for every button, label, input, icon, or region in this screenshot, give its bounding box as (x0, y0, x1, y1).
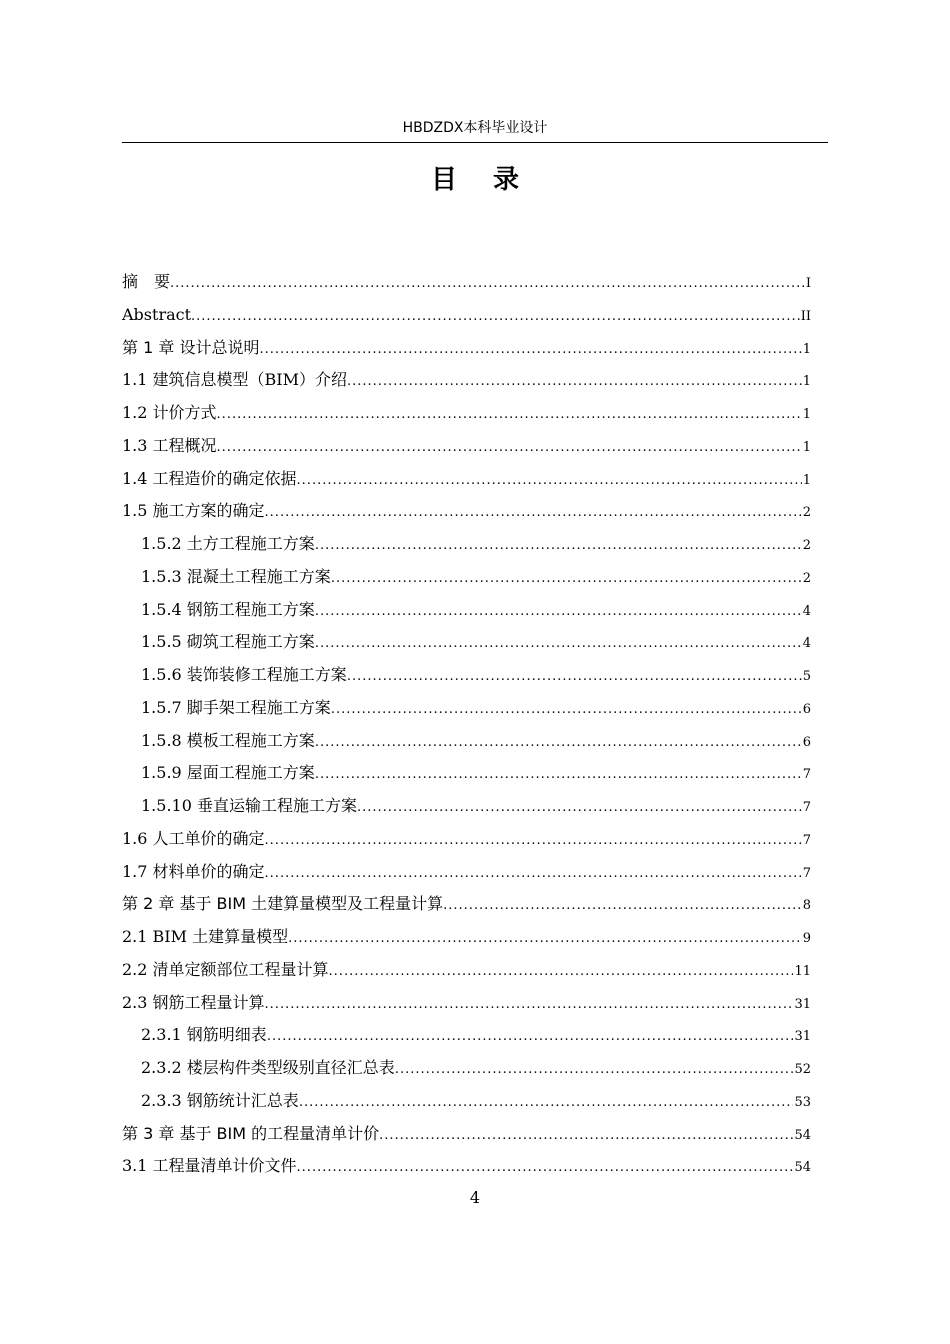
toc-entry[interactable] (122, 594, 811, 627)
toc-dot-leader (379, 1120, 793, 1153)
toc-entry[interactable] (122, 888, 811, 921)
toc-dot-leader (288, 923, 802, 956)
toc-entry-page: 54 (794, 1160, 811, 1176)
toc-entry-page: 11 (794, 963, 811, 979)
toc-entry[interactable] (122, 495, 811, 528)
toc-entry-page: 1 (802, 439, 811, 455)
toc-entry[interactable] (122, 954, 811, 987)
toc-entry[interactable] (122, 757, 811, 790)
toc-entry-label: 1.6 人工单价的确定 (122, 828, 265, 848)
header-text: HBDZDX本科毕业设计 (402, 120, 548, 136)
toc-entry[interactable] (122, 823, 811, 856)
toc-entry[interactable] (122, 692, 811, 725)
toc-entry[interactable] (122, 1150, 811, 1183)
toc-entry-label: 1.2 计价方式 (122, 403, 217, 422)
toc-entry-label: Abstract (122, 304, 192, 324)
toc-entry-label: 1.7 材料单价的确定 (122, 861, 265, 881)
toc-entry-page: II (800, 308, 811, 324)
toc-entry-label: 1.5.4 钢筋工程施工方案 (141, 599, 315, 619)
toc-entry-label: 1.3 工程概况 (122, 435, 217, 455)
toc-entry[interactable] (122, 626, 811, 659)
toc-dot-leader (315, 727, 802, 760)
toc-entry-label: 1.4 工程造价的确定依据 (122, 468, 297, 488)
toc-dot-leader (297, 465, 802, 498)
toc-entry-label: 1.5 施工方案的确定 (122, 501, 265, 521)
toc-entry-page: 9 (802, 931, 811, 946)
toc-dot-leader (395, 1054, 794, 1087)
toc-entry-label: 2.3.2 楼层构件类型级别直径汇总表 (141, 1058, 395, 1077)
toc-entry[interactable] (122, 463, 811, 496)
toc-entry[interactable] (122, 790, 811, 823)
toc-entry-page: 2 (802, 570, 811, 586)
toc-entry-label: 1.5.3 混凝土工程施工方案 (141, 566, 331, 586)
toc-dot-leader (347, 366, 802, 399)
toc-entry-page: 5 (802, 669, 811, 684)
toc-dot-leader (329, 956, 794, 989)
toc-entry-label: 第 1 章 设计总说明 (122, 337, 260, 357)
toc-dot-leader (357, 792, 802, 825)
toc-entry-label: 第 2 章 基于 BIM 土建算量模型及工程量计算 (122, 894, 444, 914)
toc-entry-page: 2 (802, 538, 811, 553)
toc-entry[interactable] (122, 299, 811, 332)
toc-entry-label: 2.3.1 钢筋明细表 (141, 1025, 267, 1045)
toc-dot-leader (315, 628, 802, 661)
toc-dot-leader (267, 1021, 794, 1054)
toc-dot-leader (265, 825, 802, 858)
toc-entry[interactable] (122, 1085, 811, 1118)
toc-entry-page: 7 (802, 800, 811, 815)
toc-entry-page: 7 (802, 767, 811, 783)
toc-dot-leader (265, 497, 802, 530)
toc-entry[interactable] (122, 987, 811, 1020)
toc-entry-page: 6 (802, 734, 811, 750)
toc-entry-label: 1.5.9 屋面工程施工方案 (141, 763, 315, 783)
toc-entry-page: 52 (794, 1062, 811, 1077)
toc-entry-page: I (805, 276, 811, 291)
toc-dot-leader (315, 759, 802, 792)
toc-entry-page: 1 (802, 472, 811, 488)
toc-entry-page: 54 (794, 1127, 811, 1143)
toc-entry[interactable] (122, 266, 811, 299)
toc-entry-label: 1.5.2 土方工程施工方案 (141, 534, 315, 553)
toc-entry[interactable] (122, 561, 811, 594)
toc-entry[interactable] (122, 430, 811, 463)
toc-dot-leader (217, 432, 802, 465)
toc-dot-leader (443, 890, 802, 923)
toc-dot-leader (347, 661, 802, 694)
toc-entry[interactable] (122, 725, 811, 758)
toc-dot-leader (191, 301, 800, 334)
toc-entry-label: 1.5.8 模板工程施工方案 (141, 730, 315, 750)
toc-entry[interactable] (122, 1118, 811, 1151)
toc-entry-label: 1.1 建筑信息模型（BIM）介绍 (122, 370, 347, 390)
toc-entry-page: 1 (802, 374, 811, 390)
toc-entry-page: 31 (794, 996, 811, 1012)
toc-entry[interactable] (122, 659, 811, 692)
toc-entry-page: 7 (802, 865, 811, 881)
toc-dot-leader (315, 596, 802, 629)
toc-dot-leader (265, 858, 802, 891)
toc-dot-leader (265, 989, 794, 1022)
page-header (122, 118, 828, 143)
toc-entry-label: 第 3 章 基于 BIM 的工程量清单计价 (122, 1123, 380, 1143)
table-of-contents (122, 266, 811, 1183)
toc-entry[interactable] (122, 364, 811, 397)
toc-entry-label: 2.3 钢筋工程量计算 (122, 992, 265, 1012)
toc-dot-leader (331, 563, 802, 596)
toc-entry-label: 1.5.10 垂直运输工程施工方案 (141, 796, 357, 815)
toc-entry-page: 6 (802, 701, 811, 717)
toc-dot-leader (297, 1152, 794, 1185)
toc-entry[interactable] (122, 921, 811, 954)
toc-entry[interactable] (122, 397, 811, 430)
toc-dot-leader (259, 334, 801, 367)
toc-entry-label: 2.3.3 钢筋统计汇总表 (141, 1090, 299, 1110)
toc-dot-leader (331, 694, 802, 727)
toc-dot-leader (170, 268, 805, 301)
page-number: 4 (469, 1188, 481, 1207)
toc-entry-page: 1 (802, 407, 811, 422)
toc-entry[interactable] (122, 528, 811, 561)
toc-entry-page: 8 (802, 898, 811, 914)
toc-entry-page: 31 (794, 1029, 811, 1045)
toc-entry[interactable] (122, 856, 811, 889)
toc-entry-label: 3.1 工程量清单计价文件 (122, 1156, 297, 1176)
toc-entry[interactable] (122, 332, 811, 365)
toc-entry-label: 2.2 清单定额部位工程量计算 (122, 959, 329, 979)
toc-entry-page: 2 (802, 505, 811, 521)
toc-dot-leader (299, 1087, 794, 1120)
toc-entry-label: 摘 要 (122, 272, 171, 291)
toc-entry[interactable] (122, 1052, 811, 1085)
toc-entry-page: 4 (802, 603, 811, 619)
toc-entry-label: 1.5.6 装饰装修工程施工方案 (141, 665, 347, 684)
toc-entry-page: 53 (794, 1094, 811, 1110)
toc-entry-label: 2.1 BIM 土建算量模型 (122, 927, 289, 946)
toc-dot-leader (315, 530, 802, 563)
toc-entry-page: 1 (802, 341, 811, 357)
toc-entry-page: 4 (802, 636, 811, 652)
page-title: 目录 (430, 165, 555, 195)
toc-dot-leader (217, 399, 802, 432)
toc-entry-page: 7 (802, 832, 811, 848)
toc-entry[interactable] (122, 1019, 811, 1052)
toc-entry-label: 1.5.5 砌筑工程施工方案 (141, 632, 315, 652)
toc-entry-label: 1.5.7 脚手架工程施工方案 (141, 697, 331, 717)
